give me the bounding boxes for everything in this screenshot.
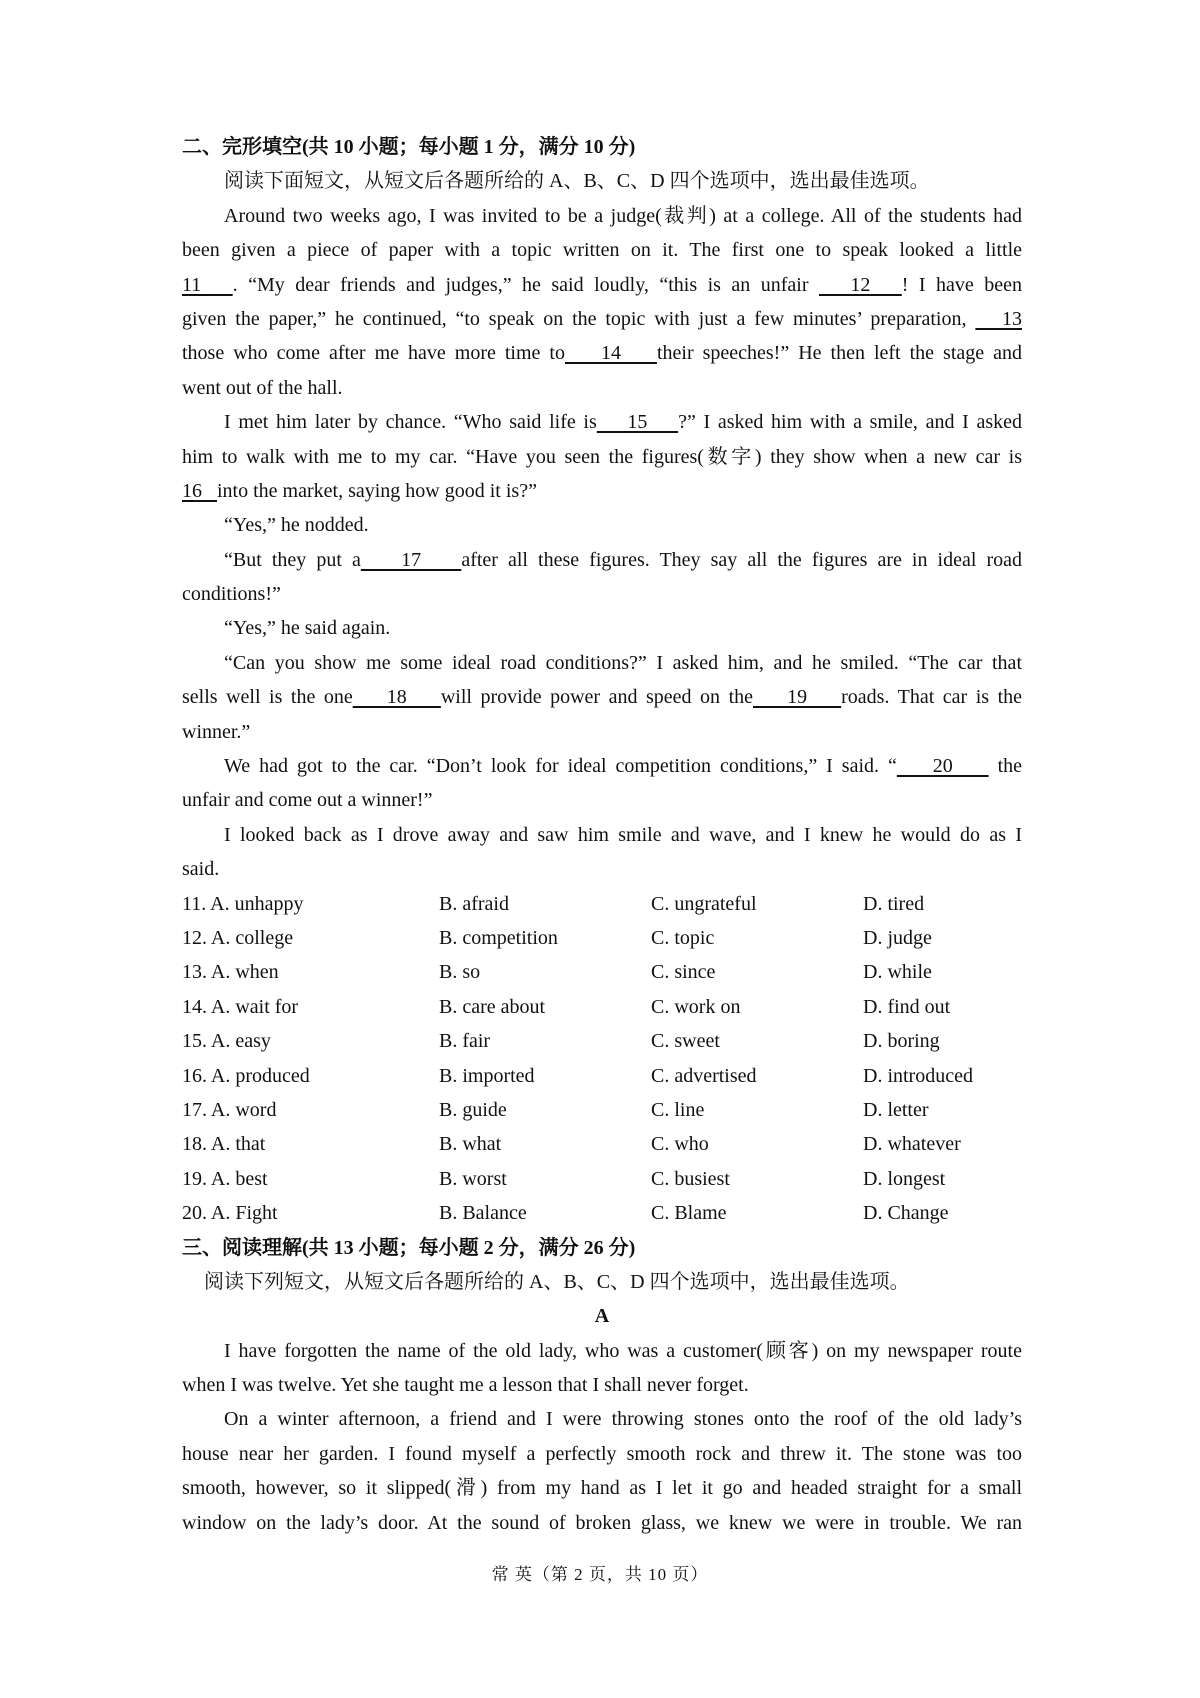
option-c: C. Blame xyxy=(651,1202,727,1225)
option-a: 12. A. college xyxy=(182,926,294,949)
option-c: C. busiest xyxy=(651,1167,730,1190)
passage-line: conditions!” xyxy=(182,583,281,606)
blank-13: 13 xyxy=(975,307,1022,330)
passage-line: I have forgotten the name of the old lady, who was a customer(顾客) on my newspaper route xyxy=(224,1339,1022,1362)
page-content xyxy=(182,130,1022,1540)
passage-line: given the paper,” he continued, “to speak on the topic with just a few minutes’ preparation, 13 xyxy=(182,307,1022,330)
option-row-19 xyxy=(182,1162,1022,1196)
cloze-passage xyxy=(182,199,1022,887)
option-d: D. tired xyxy=(863,892,925,915)
option-c: C. sweet xyxy=(651,1030,720,1053)
section-instruction-cloze: 阅读下面短文，从短文后各题所给的 A、B、C、D 四个选项中，选出最佳选项。 xyxy=(224,170,930,193)
passage-line: “Can you show me some ideal road conditions?” I asked him, and he smiled. “The car that xyxy=(224,651,1022,674)
option-b: B. Balance xyxy=(439,1202,527,1225)
blank-20: 20 xyxy=(896,755,989,778)
option-b: B. fair xyxy=(439,1030,491,1053)
option-row-12 xyxy=(182,921,1022,955)
option-b: B. imported xyxy=(439,1064,535,1087)
option-b: B. competition xyxy=(439,926,558,949)
option-a: 11. A. unhappy xyxy=(182,892,304,915)
blank-16: 16 xyxy=(182,479,217,502)
passage-line: said. xyxy=(182,858,220,881)
section-heading-cloze: 二、完形填空(共 10 小题；每小题 1 分，满分 10 分) xyxy=(182,136,636,158)
blank-14: 14 xyxy=(564,342,657,365)
page-footer: 常 英（第 2 页，共 10 页） xyxy=(491,1565,709,1584)
passage-line: when I was twelve. Yet she taught me a lesson that I shall never forget. xyxy=(182,1374,749,1397)
option-a: 16. A. produced xyxy=(182,1064,310,1087)
passage-line: been given a piece of paper with a topic written on it. The first one to speak looked a little xyxy=(182,239,1022,262)
passage-line: window on the lady’s door. At the sound of broken glass, we knew we were in trouble. We ran xyxy=(182,1511,1022,1534)
section-heading-reading: 三、阅读理解(共 13 小题；每小题 2 分，满分 26 分) xyxy=(182,1236,636,1259)
option-c: C. since xyxy=(651,961,716,984)
option-d: D. judge xyxy=(863,926,932,949)
options-list xyxy=(182,887,1022,1231)
option-d: D. find out xyxy=(863,995,951,1018)
option-row-20 xyxy=(182,1196,1022,1230)
passage-line: those who come after me have more time to 14 their speeches!” He then left the stage and xyxy=(182,342,1022,365)
option-row-16 xyxy=(182,1059,1022,1093)
option-d: D. letter xyxy=(863,1098,929,1121)
passage-line: I looked back as I drove away and saw him smile and wave, and I knew he would do as I xyxy=(224,823,1022,846)
passage-line: went out of the hall. xyxy=(182,376,343,399)
option-row-18 xyxy=(182,1127,1022,1161)
option-d: D. Change xyxy=(863,1202,949,1225)
option-c: C. topic xyxy=(651,926,715,949)
passage-line: winner.” xyxy=(182,720,251,743)
passage-line: We had got to the car. “Don’t look for ideal competition conditions,” I said. “ 20 the xyxy=(224,755,1023,778)
option-d: D. longest xyxy=(863,1167,946,1190)
passage-line: 16 into the market, saying how good it is?” xyxy=(182,479,537,502)
option-a: 15. A. easy xyxy=(182,1030,271,1053)
option-c: C. advertised xyxy=(651,1064,757,1087)
passage-line: sells well is the one 18 will provide power and speed on the 19 roads. That car is the xyxy=(182,686,1023,709)
passage-line: “Yes,” he nodded. xyxy=(224,514,369,537)
blank-18: 18 xyxy=(352,686,441,709)
passage-line: I met him later by chance. “Who said life is 15 ?” I asked him with a smile, and I asked xyxy=(224,411,1023,434)
blank-19: 19 xyxy=(753,686,842,709)
passage-line: “But they put a 17 after all these figures. They say all the figures are in ideal road xyxy=(224,548,1023,571)
option-row-14 xyxy=(182,990,1022,1024)
passage-line: Around two weeks ago, I was invited to be a judge(裁判) at a college. All of the students had xyxy=(224,204,1022,227)
option-c: C. line xyxy=(651,1098,705,1121)
option-d: D. while xyxy=(863,961,932,984)
blank-12: 12 xyxy=(818,273,902,296)
option-b: B. guide xyxy=(439,1098,507,1121)
blank-11: 11 xyxy=(182,273,233,296)
passage-title: A xyxy=(594,1305,610,1328)
option-b: B. what xyxy=(439,1133,502,1156)
passage-line: On a winter afternoon, a friend and I were throwing stones onto the roof of the old lady’s xyxy=(224,1408,1022,1431)
option-b: B. so xyxy=(439,961,481,984)
reading-passage xyxy=(182,1334,1022,1540)
option-row-15 xyxy=(182,1024,1022,1058)
option-a: 14. A. wait for xyxy=(182,995,299,1018)
option-d: D. introduced xyxy=(863,1064,973,1087)
option-c: C. who xyxy=(651,1133,709,1156)
section-instruction-reading: 阅读下列短文，从短文后各题所给的 A、B、C、D 四个选项中，选出最佳选项。 xyxy=(204,1270,910,1293)
option-c: C. work on xyxy=(651,995,741,1018)
option-d: D. whatever xyxy=(863,1133,961,1156)
option-row-11 xyxy=(182,887,1022,921)
option-b: B. afraid xyxy=(439,892,509,915)
blank-15: 15 xyxy=(596,411,679,434)
option-a: 18. A. that xyxy=(182,1133,266,1156)
passage-line: “Yes,” he said again. xyxy=(224,617,391,640)
option-d: D. boring xyxy=(863,1030,940,1053)
option-b: B. worst xyxy=(439,1167,507,1190)
option-a: 20. A. Fight xyxy=(182,1202,278,1225)
option-a: 19. A. best xyxy=(182,1167,268,1190)
option-row-17 xyxy=(182,1093,1022,1127)
passage-line: unfair and come out a winner!” xyxy=(182,789,433,812)
option-c: C. ungrateful xyxy=(651,892,757,915)
option-a: 13. A. when xyxy=(182,961,279,984)
blank-17: 17 xyxy=(360,548,462,571)
passage-line: him to walk with me to my car. “Have you seen the figures(数字) they show when a new car is xyxy=(182,445,1022,468)
option-b: B. care about xyxy=(439,995,546,1018)
option-row-13 xyxy=(182,955,1022,989)
option-a: 17. A. word xyxy=(182,1098,277,1121)
passage-line: 11 . “My dear friends and judges,” he said loudly, “this is an unfair 12 ! I have been xyxy=(182,273,1023,296)
passage-line: house near her garden. I found myself a perfectly smooth rock and threw it. The stone was too xyxy=(182,1442,1022,1465)
passage-line: smooth, however, so it slipped(滑) from my hand as I let it go and headed straight for a small xyxy=(182,1477,1022,1500)
